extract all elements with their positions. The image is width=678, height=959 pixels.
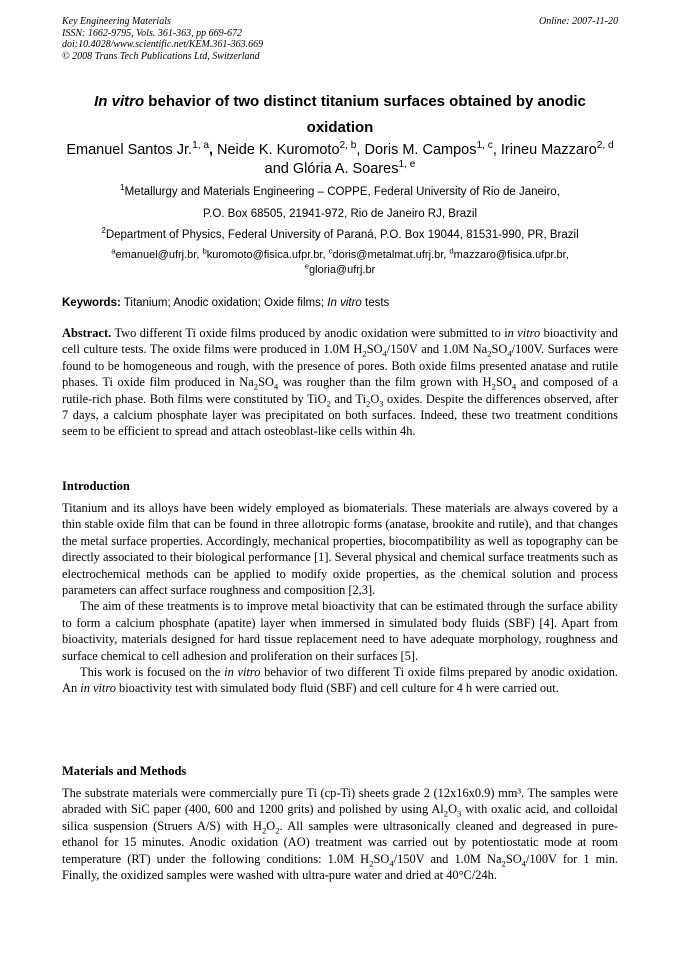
text-run: 2 bbox=[369, 858, 374, 869]
author-4: Irineu Mazzaro bbox=[500, 142, 597, 158]
author-5: Glória A. Soares bbox=[292, 161, 399, 177]
methods-heading: Materials and Methods bbox=[62, 764, 187, 778]
text-run: 4 bbox=[507, 348, 512, 359]
text-run: 4 bbox=[382, 348, 387, 359]
text-run: This work is focused on the bbox=[80, 665, 225, 680]
title-italic: In vitro bbox=[94, 93, 145, 110]
author-4-sup: 2, d bbox=[596, 140, 614, 152]
text-run: in vitro bbox=[224, 665, 261, 680]
text-run: 2 bbox=[501, 858, 506, 869]
text-run: Two different Ti oxide films produced by anodic oxidation were submitted to i bbox=[114, 326, 508, 340]
email-a[interactable]: emanuel@ufrj.br bbox=[115, 249, 197, 261]
text-run: SO bbox=[505, 851, 522, 866]
email-b[interactable]: kuromoto@fisica.ufpr.br bbox=[206, 249, 323, 261]
keywords-label: Keywords: bbox=[62, 297, 121, 309]
affiliation-1 bbox=[62, 182, 618, 204]
text-run: /100V. Surfaces were found to be homogeneous and rough, with the presence of pores. Both oxide films presented anatase and rutile phases. Ti oxide film produced in Na bbox=[62, 342, 619, 390]
affiliation-2 bbox=[62, 225, 618, 247]
abstract-label: Abstract. bbox=[62, 326, 112, 340]
text-run: /150V and 1.0M Na bbox=[393, 851, 502, 866]
text-run: 2 bbox=[261, 825, 267, 836]
introduction-body bbox=[62, 500, 618, 697]
intro-paragraph-2: The aim of these treatments is to improve metal bioactivity that can be estimated through the surface ability to form a calcium phosphate (apatite) layer when immersed in simulated body fluids (SBF) [4]. Apart from bioactivity, materials designed for hard tissue replacement need to have adequate morphology, roughness and surface chemical to cell adhesion and proliferation on their surfaces [5]. bbox=[62, 599, 618, 663]
methods-body bbox=[62, 785, 618, 883]
text-run: 4 bbox=[511, 381, 517, 392]
intro-paragraph-1: Titanium and its alloys have been widely employed as biomaterials. These materials are always covered by a thin stable oxide film that can be found in three allotropic forms (anatase, brookite and rutile), and that changes the metal surface properties. Accordingly, mechanical properties, biocompatibility as well as topography can be directly associated to their biological performance [1]. Several physical and chemical surface treatments such as electrochemical methods can be applied to modify oxide properties, as the chemical solution and process parameters can affect surface roughness and composition [2,3]. bbox=[62, 501, 618, 598]
text-run: 2 bbox=[275, 825, 280, 836]
text-run: /150V and 1.0M Na bbox=[386, 342, 488, 357]
text-run: 4 bbox=[273, 381, 279, 392]
text-run: O bbox=[370, 391, 380, 406]
online-date: Online: 2007-11-20 bbox=[539, 16, 618, 27]
text-run: SO bbox=[495, 375, 512, 390]
paper-title bbox=[62, 89, 618, 141]
author-3: Doris M. Campos bbox=[364, 142, 477, 158]
journal-copyright: © 2008 Trans Tech Publications Ltd, Switzerland bbox=[62, 50, 260, 62]
journal-doi: doi:10.4028/www.scientific.net/KEM.361-363.669 bbox=[62, 39, 264, 50]
affiliation-1-line-2: P.O. Box 68505, 21941-972, Rio de Janeiro RJ, Brazil bbox=[202, 207, 478, 220]
text-run: 4 bbox=[521, 858, 526, 869]
text-run: bioactivity and cell culture tests. The oxide films were produced in 1.0M H bbox=[62, 326, 618, 357]
affiliation-2-sup: 2 bbox=[101, 226, 106, 236]
text-run: and Ti bbox=[330, 391, 367, 406]
text-run: 2 bbox=[366, 398, 371, 409]
affiliations bbox=[62, 182, 618, 247]
journal-name: Key Engineering Materials bbox=[62, 16, 171, 27]
abstract bbox=[62, 325, 618, 440]
affiliation-1-sup: 1 bbox=[120, 183, 125, 193]
text-run: 2 bbox=[253, 381, 259, 392]
affiliation-2-text: Department of Physics, Federal University of Paraná, P.O. Box 19044, 81531-990, PR, Brazil bbox=[105, 229, 579, 241]
email-list: $^a$emanuel@ufrj.br, $^b$kuromoto@fisica.ufpr.br, $^c$doris@metalmat.ufrj.br, $^d$mazzaro@fisica.ufpr.br, $^e$gloria@ufrj.br bbox=[111, 246, 569, 276]
text-run: 2 bbox=[326, 398, 331, 409]
email-c[interactable]: doris@metalmat.ufrj.br bbox=[332, 249, 444, 261]
text-run: n vitro bbox=[507, 326, 541, 340]
email-d[interactable]: mazzaro@fisica.ufpr.br bbox=[453, 249, 566, 261]
introduction-heading: Introduction bbox=[62, 479, 130, 493]
author-3-sup: 1, c bbox=[476, 140, 493, 152]
text-run: in vitro bbox=[80, 681, 116, 696]
author-2: Neide K. Kuromoto bbox=[217, 142, 340, 158]
intro-paragraph-3 bbox=[62, 664, 618, 697]
text-run: and composed of a rutile-rich phase. Both films were constituted by TiO bbox=[62, 375, 619, 406]
author-1-sup: 1, a bbox=[192, 140, 209, 152]
text-run: SO bbox=[258, 375, 274, 390]
keywords bbox=[62, 296, 618, 311]
author-1: Emanuel Santos Jr. bbox=[66, 142, 193, 158]
text-run: SO bbox=[491, 342, 508, 357]
text-run: 2 bbox=[487, 348, 492, 359]
journal-header bbox=[62, 16, 618, 62]
text-run: 3 bbox=[379, 398, 384, 409]
keywords-tail: tests bbox=[365, 297, 390, 309]
text-run: 2 bbox=[443, 808, 449, 819]
text-run: . All samples were ultrasonically cleaned and degreased in pure-ethanol for 15 minutes. Anodic oxidation (AO) treatment was carried out by potentiostatic mode at room temperature (RT) under the following conditions: 1.0M H bbox=[62, 818, 618, 866]
text-run: behavior of two different Ti oxide films prepared by anodic oxidation. An bbox=[62, 665, 618, 696]
text-run: O bbox=[448, 802, 458, 817]
text-run: SO bbox=[366, 342, 383, 357]
text-run: bioactivity test with simulated body fluid (SBF) and cell culture for 4 h were carried out. bbox=[115, 681, 559, 696]
text-run: 2 bbox=[362, 348, 367, 359]
text-run: O bbox=[266, 818, 276, 833]
author-5-sup: 1, e bbox=[398, 159, 416, 171]
journal-issn: ISSN: 1662-9795, Vols. 361-363, pp 669-672 bbox=[62, 27, 242, 39]
text-run: /100V for 1 min. Finally, the oxidized samples were washed with ultra-pure water and dried at 40°C/24h. bbox=[62, 851, 618, 883]
author-list: Emanuel Santos Jr.$^{1, a}$, Neide K. Kuromoto$^{2, b}$, Doris M. Campos$^{1, c}$, Irineu Mazzaro$^{2, d}$ and Glória A. Soares$^{1, e}$ bbox=[66, 140, 614, 177]
author-2-sup: 2, b bbox=[339, 140, 357, 152]
email-e[interactable]: gloria@ufrj.br bbox=[309, 263, 376, 276]
text-run: was rougher than the film grown with H bbox=[278, 375, 492, 390]
text-run: 2 bbox=[491, 381, 496, 392]
title-rest: behavior of two distinct titanium surfaces obtained by anodic oxidation bbox=[144, 93, 586, 136]
text-run: with oxalic acid, and colloidal silica suspension (Struers A/S) with H bbox=[62, 802, 619, 833]
text-run: The substrate materials were commercially pure Ti (cp-Ti) sheets grade 2 (12x16x0.9) mm³. The samples were abraded with SiC paper (400, 600 and 1200 grits) and polished by using Al bbox=[62, 786, 618, 817]
text-run: oxides. Despite the differences observed, after 7 days, a calcium phosphate layer was precipitated on both surfaces. Indeed, these two treatment conditions seem to be efficient to spread and attach osteoblast-like cells within 4h. bbox=[62, 391, 618, 439]
text-run: SO bbox=[373, 851, 390, 866]
keywords-list: Titanium; Anodic oxidation; Oxide films; bbox=[123, 297, 325, 309]
text-run: 3 bbox=[457, 808, 462, 819]
affiliation-1-line-1: Metallurgy and Materials Engineering – COPPE, Federal University of Rio de Janeiro, bbox=[124, 186, 560, 198]
keywords-italic: In vitro bbox=[327, 297, 362, 309]
text-run: 4 bbox=[389, 858, 394, 869]
